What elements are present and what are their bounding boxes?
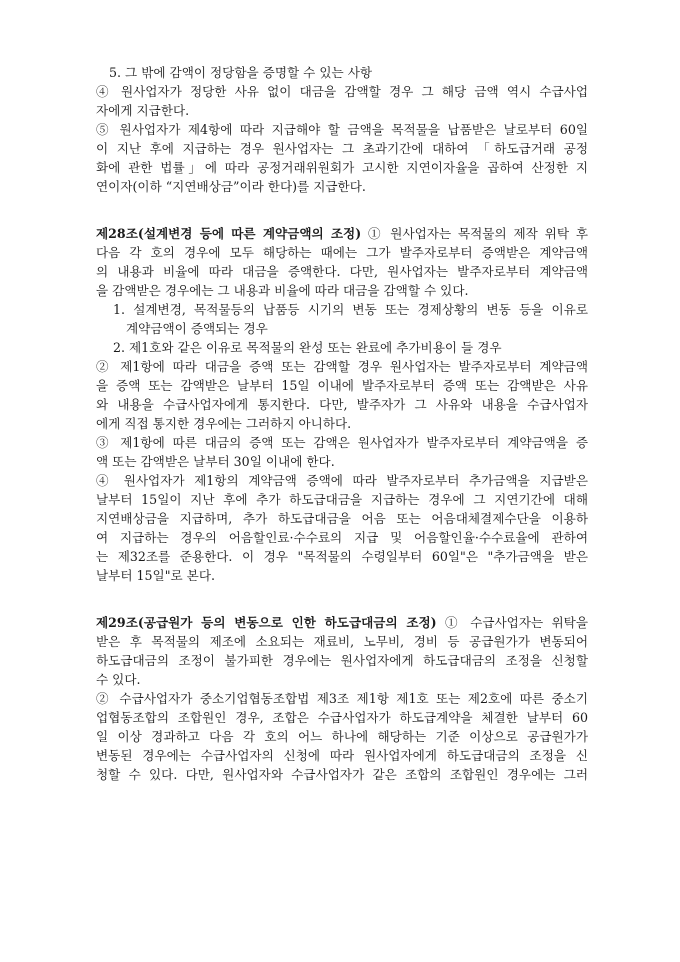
text-line: [96, 101, 588, 120]
line-text: ② 수급사업자가 중소기업협동조합법 제3조 제1항 제1호 또는 제2호에 따른 중소기: [96, 691, 588, 706]
article-heading-line: [96, 613, 588, 632]
line-text: 에게 직접 통지한 경우에는 그러하지 아니하다.: [96, 416, 352, 431]
text-line: [96, 338, 588, 357]
text-line: [96, 63, 588, 82]
line-text: 자에게 지급한다.: [96, 103, 190, 118]
line-text: 을 증액 또는 감액받은 날부터 15일 이내에 발주자로부터 증액 또는 감액받은 사유: [96, 378, 588, 393]
section-gap: [96, 585, 588, 613]
line-text: ③ 제1항에 따른 대금의 증액 또는 감액은 원사업자가 발주자로부터 계약금액을 증: [96, 435, 588, 450]
line-text: 업협동조합의 조합원인 경우, 조합은 수급사업자가 하도급계약을 체결한 날부터 60: [96, 710, 588, 725]
line-text: 하도급대금의 조정이 불가피한 경우에는 원사업자에게 하도급대금의 조정을 신청할: [96, 653, 588, 668]
line-text: 의 내용과 비율에 따라 대금을 증액한다. 다만, 원사업자는 발주자로부터 계약금액: [96, 264, 588, 279]
line-text: 계약금액이 증액되는 경우: [126, 321, 268, 336]
line-text: 는 제32조를 준용한다. 이 경우 "목적물의 수령일부터 60일"은 "추가금액을 받은: [96, 549, 588, 564]
text-line: [96, 670, 588, 689]
line-text: 청할 수 있다. 다만, 원사업자와 수급사업자가 같은 조합의 조합원인 경우에는 그러: [96, 767, 588, 782]
line-text: 받은 후 목적물의 제조에 소요되는 재료비, 노무비, 경비 등 공급원가가 변동되어: [96, 634, 588, 649]
text-line: [96, 82, 588, 101]
line-text: 1. 설계변경, 목적물등의 납품등 시기의 변동 또는 경제상황의 변동 등을 이유로: [113, 302, 588, 317]
article-title: 제29조(공급원가 등의 변동으로 인한 하도급대금의 조정): [96, 615, 437, 630]
text-line: [96, 689, 588, 708]
text-line: [96, 727, 588, 746]
text-line: [96, 120, 588, 139]
text-line: [96, 509, 588, 528]
text-line: [96, 547, 588, 566]
line-text: 2. 제1호와 같은 이유로 목적물의 완성 또는 완료에 추가비용이 들 경우: [113, 340, 502, 355]
line-text: 다음 각 호의 경우에 모두 해당하는 때에는 그가 발주자로부터 증액받은 계약금액: [96, 245, 588, 260]
line-text: 여 지급하는 경우의 어음할인료·수수료의 지급 및 어음할인율·수수료율에 관하여: [96, 530, 588, 545]
text-line: [96, 708, 588, 727]
line-text: 지연배상금을 지급하며, 추가 하도급대금을 어음 또는 어음대체결제수단을 이용하: [96, 511, 588, 526]
line-text: 화에 관한 법률」에 따라 공정거래위원회가 고시한 지연이자율을 곱하여 산정한 지: [96, 160, 588, 175]
line-text: 을 감액받은 경우에는 그 내용과 비율에 따라 대금을 감액할 수 있다.: [96, 283, 469, 298]
line-text: ① 수급사업자는 위탁을: [436, 615, 588, 630]
line-text: ④ 원사업자가 정당한 사유 없이 대금을 감액할 경우 그 해당 금액 역시 수급사업: [96, 84, 588, 99]
line-text: ④ 원사업자가 제1항의 계약금액 증액에 따라 발주자로부터 추가금액을 지급받은: [96, 473, 588, 488]
line-text: 날부터 15일"로 본다.: [96, 568, 215, 583]
text-line: [96, 746, 588, 765]
line-text: 5. 그 밖에 감액이 정당함을 증명할 수 있는 사항: [109, 65, 373, 80]
text-line: [96, 632, 588, 651]
text-line: [96, 139, 588, 158]
text-line: [96, 319, 588, 338]
line-text: ⑤ 원사업자가 제4항에 따라 지급해야 할 금액을 목적물을 납품받은 날로부터 60일: [96, 122, 588, 137]
line-text: 수 있다.: [96, 672, 141, 687]
line-text: 일 이상 경과하고 다음 각 호의 어느 하나에 해당하는 기준 이상으로 공급원가가: [96, 729, 588, 744]
text-line: [96, 566, 588, 585]
text-line: [96, 490, 588, 509]
text-line: [96, 300, 588, 319]
line-text: 이 지난 후에 지급하는 경우 원사업자는 그 초과기간에 대하여 「하도급거래 공정: [96, 141, 588, 156]
text-line: [96, 243, 588, 262]
section-gap: [96, 196, 588, 224]
line-text: ② 제1항에 따라 대금을 증액 또는 감액할 경우 원사업자는 발주자로부터 계약금액: [96, 359, 588, 374]
line-text: 와 내용을 수급사업자에게 통지한다. 다만, 발주자가 그 사유와 내용을 수급사업자: [96, 397, 588, 412]
text-line: [96, 262, 588, 281]
text-line: [96, 414, 588, 433]
text-line: [96, 281, 588, 300]
line-text: 액 또는 감액받은 날부터 30일 이내에 한다.: [96, 454, 335, 469]
line-text: 날부터 15일이 지난 후에 추가 하도급대금을 지급하는 경우에 그 지연기간에 대해: [96, 492, 588, 507]
text-line: [96, 471, 588, 490]
text-line: [96, 357, 588, 376]
text-line: [96, 433, 588, 452]
article-title: 제28조(설계변경 등에 따른 계약금액의 조정): [96, 226, 362, 241]
text-line: [96, 395, 588, 414]
text-line: [96, 765, 588, 784]
text-line: [96, 376, 588, 395]
line-text: ① 원사업자는 목적물의 제작 위탁 후: [361, 226, 588, 241]
text-line: [96, 651, 588, 670]
text-line: [96, 452, 588, 471]
line-text: 변동된 경우에는 수급사업자의 신청에 따라 원사업자에게 하도급대금의 조정을 신: [96, 748, 588, 763]
document-page: [96, 63, 588, 784]
line-text: 연이자(이하 “지연배상금”이라 한다)를 지급한다.: [96, 179, 366, 194]
article-heading-line: [96, 224, 588, 243]
text-line: [96, 528, 588, 547]
text-line: [96, 158, 588, 177]
text-line: [96, 177, 588, 196]
